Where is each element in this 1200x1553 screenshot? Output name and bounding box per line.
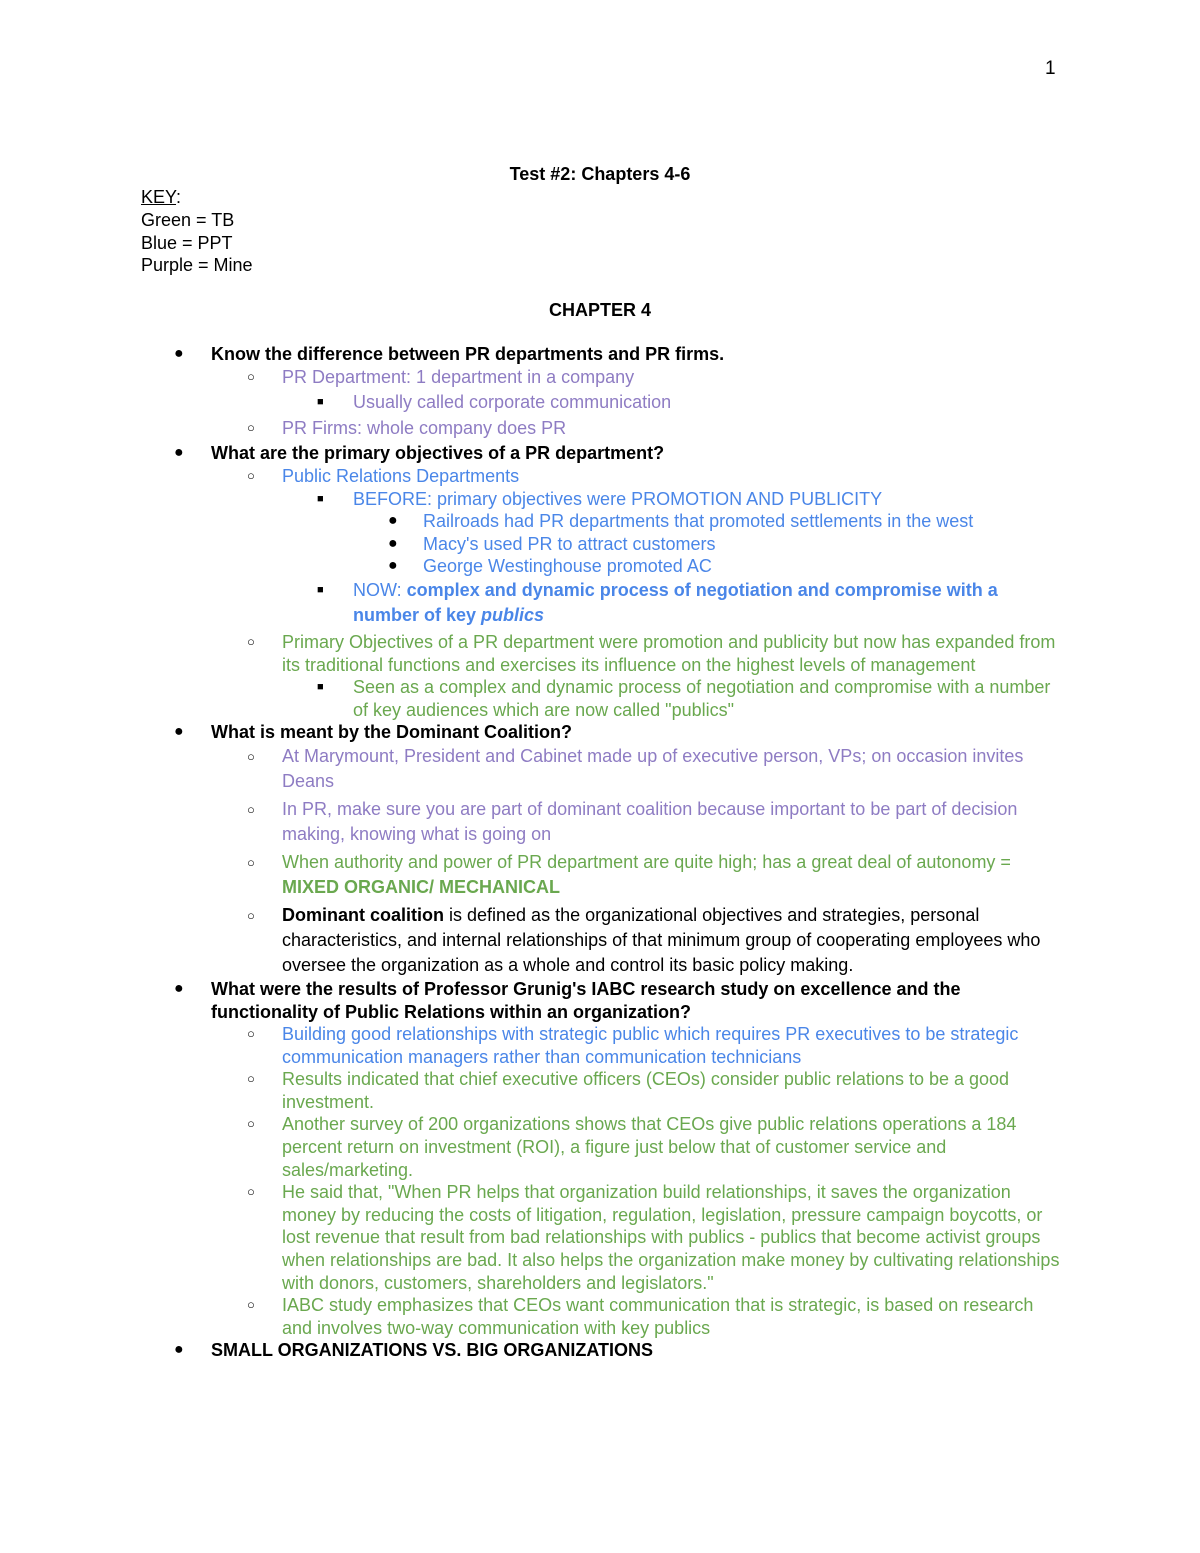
answer-subsubitem <box>0 555 1200 578</box>
answer-item <box>0 850 1200 900</box>
bullet-disc-icon: ● <box>388 557 398 575</box>
answer-text: Railroads had PR departments that promoted settlements in the west <box>423 511 974 532</box>
bullet-circle-icon: ○ <box>247 368 255 384</box>
answer-text: Results indicated that chief executive officers (CEOs) consider public relations to be a good investment. <box>282 1069 1010 1112</box>
bullet-square-icon: ■ <box>317 492 324 505</box>
answer-text: Another survey of 200 organizations shows that CEOs give public relations operations a 184 percent return on investment (ROI), a figure just below that of customer service and sales/marketing. <box>282 1114 1017 1180</box>
key-line-green: Green = TB <box>141 209 235 230</box>
answer-text: He said that, "When PR helps that organization build relationships, it saves the organization money by reducing the costs of litigation, regulation, legislation, pressure campaign boycotts, or lost revenue that result from bad relationships with publics - publics that become activist groups when relationships are bad. It also helps the organization make money by cultivating relationships with donors, customers, shareholders and legislators." <box>282 1182 1060 1293</box>
bullet-square-icon: ■ <box>317 396 324 409</box>
notes-list <box>0 343 1200 1362</box>
bullet-disc-icon: ● <box>174 979 184 997</box>
answer-item <box>0 465 1200 488</box>
answer-item <box>0 1068 1200 1113</box>
key-line-blue: Blue = PPT <box>141 232 233 253</box>
question-item <box>0 343 1200 366</box>
answer-text: Seen as a complex and dynamic process of negotiation and compromise with a number of key audiences which are now called "publics" <box>353 677 1051 720</box>
bullet-circle-icon: ○ <box>247 1071 255 1087</box>
bullet-disc-icon: ● <box>388 512 398 530</box>
bullet-circle-icon: ○ <box>247 801 255 817</box>
answer-text: PR Firms: whole company does PR <box>282 417 567 438</box>
answer-text: BEFORE: primary objectives were PROMOTION AND PUBLICITY <box>353 488 883 509</box>
page-number: 1 <box>1045 58 1056 79</box>
key-line-purple: Purple = Mine <box>141 255 253 276</box>
key-heading-line <box>141 186 253 209</box>
bullet-disc-icon: ● <box>174 723 184 741</box>
question-text: What were the results of Professor Grunig's IABC research study on excellence and the functionality of Public Relations within an organization? <box>211 978 961 1022</box>
answer-text: Primary Objectives of a PR department were promotion and publicity but now has expanded from its traditional functions and exercises its influence on the highest levels of management <box>282 631 1056 675</box>
bullet-circle-icon: ○ <box>247 633 255 649</box>
bullet-circle-icon: ○ <box>247 854 255 870</box>
answer-text-italic: publics <box>481 604 545 625</box>
answer-text: At Marymount, President and Cabinet made up of executive person, VPs; on occasion invites Deans <box>282 745 1024 791</box>
question-text: SMALL ORGANIZATIONS VS. BIG ORGANIZATIONS <box>211 1340 654 1361</box>
question-item <box>0 1339 1200 1362</box>
answer-text: IABC study emphasizes that CEOs want communication that is strategic, is based on research and involves two-way communication with key publics <box>282 1295 1034 1338</box>
bullet-disc-icon: ● <box>174 1341 184 1359</box>
answer-text: Building good relationships with strategic public which requires PR executives to be strategic communication managers rather than communication technicians <box>282 1024 1019 1067</box>
answer-item <box>0 1294 1200 1339</box>
answer-text: George Westinghouse promoted AC <box>423 556 712 577</box>
answer-text: In PR, make sure you are part of dominant coalition because important to be part of decision making, knowing what is going on <box>282 798 1018 844</box>
bullet-disc-icon: ● <box>174 345 184 362</box>
answer-text-bold: complex and dynamic process of negotiation and compromise with a number of key <box>353 579 998 625</box>
bullet-square-icon: ■ <box>317 681 324 694</box>
bullet-circle-icon: ○ <box>247 1184 255 1200</box>
bullet-circle-icon: ○ <box>247 907 255 923</box>
key-colon: : <box>176 187 182 207</box>
answer-text: PR Department: 1 department in a company <box>282 366 635 387</box>
answer-subitem <box>0 488 1200 511</box>
answer-subsubitem <box>0 510 1200 533</box>
answer-text: Macy's used PR to attract customers <box>423 533 716 554</box>
bullet-circle-icon: ○ <box>247 467 255 483</box>
answer-item <box>0 744 1200 794</box>
bullet-circle-icon: ○ <box>247 1297 255 1313</box>
answer-item <box>0 903 1200 978</box>
answer-item <box>0 797 1200 847</box>
answer-text-bold: Dominant coalition <box>282 904 444 925</box>
answer-text: is defined as the organizational objectives and strategies, personal characteristics, and internal relationships of that minimum group of cooperating employees who oversee the organization as a whole and control its basic policy making. <box>282 904 1041 975</box>
answer-item <box>0 631 1200 676</box>
answer-text: Usually called corporate communication <box>353 392 672 413</box>
question-item <box>0 978 1200 1023</box>
answer-item <box>0 366 1200 389</box>
answer-text: When authority and power of PR department are quite high; has a great deal of autonomy = <box>282 851 1011 872</box>
answer-text-bold: MIXED ORGANIC/ MECHANICAL <box>282 876 560 897</box>
bullet-disc-icon: ● <box>388 534 398 552</box>
answer-subsubitem <box>0 533 1200 556</box>
answer-subitem <box>0 391 1200 414</box>
question-item <box>0 721 1200 744</box>
answer-text-prefix: NOW: <box>353 579 407 600</box>
bullet-circle-icon: ○ <box>247 1116 255 1132</box>
answer-item <box>0 1181 1200 1294</box>
color-key <box>141 186 253 277</box>
question-item <box>0 442 1200 465</box>
answer-item <box>0 1023 1200 1068</box>
bullet-disc-icon: ● <box>174 444 184 462</box>
bullet-circle-icon: ○ <box>247 419 255 435</box>
document-title: Test #2: Chapters 4-6 <box>509 164 691 184</box>
bullet-circle-icon: ○ <box>247 748 255 764</box>
answer-item <box>0 1113 1200 1181</box>
chapter-heading: CHAPTER 4 <box>548 300 651 320</box>
bullet-circle-icon: ○ <box>247 1026 255 1042</box>
question-text: Know the difference between PR departments and PR firms. <box>211 344 725 364</box>
answer-subitem <box>0 676 1200 721</box>
answer-subitem <box>0 578 1200 628</box>
question-text: What is meant by the Dominant Coalition? <box>211 722 573 743</box>
key-heading: KEY <box>141 187 177 207</box>
answer-item <box>0 417 1200 440</box>
question-text: What are the primary objectives of a PR department? <box>211 443 665 464</box>
answer-text: Public Relations Departments <box>282 465 520 486</box>
bullet-square-icon: ■ <box>317 583 324 596</box>
